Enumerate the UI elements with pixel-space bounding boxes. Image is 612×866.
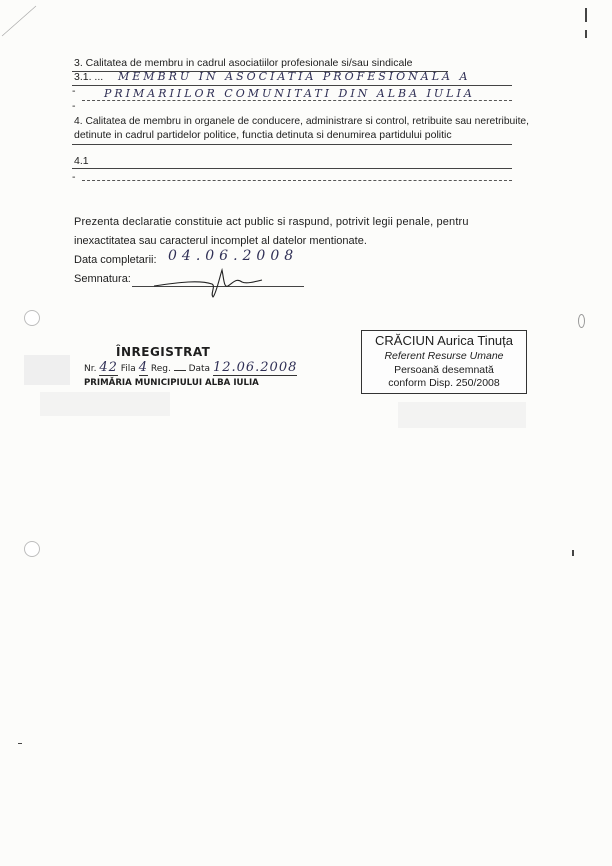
handwritten-membership-line1: MEMBRU IN ASOCIATIA PROFESIONALA A (118, 70, 471, 83)
corner-scratch (0, 0, 50, 40)
stamp-role: Referent Resurse Umane (384, 350, 504, 362)
handwritten-membership-line2: PRIMARIILOR COMUNITATI DIN ALBA IULIA (104, 87, 475, 100)
edge-mark (578, 314, 585, 328)
section-4-1-label: 4.1 (74, 155, 89, 167)
stamp-disposition: conform Disp. 250/2008 (388, 377, 500, 389)
edge-mark (18, 743, 22, 744)
stamp-name: CRĂCIUN Aurica Tinuța (375, 333, 513, 348)
fila-value: 4 (138, 360, 148, 375)
rule (72, 168, 512, 169)
section-3-1-label: 3.1. ... (74, 71, 104, 83)
dash-marker: - (72, 100, 76, 112)
punch-hole (24, 310, 40, 326)
section-3-heading: 3. Calitatea de membru in cadrul asociatiilor profesionale si/sau sindicale (74, 57, 413, 69)
official-stamp (361, 330, 527, 394)
stamp-designation: Persoană desemnată (394, 364, 494, 376)
signature-label: Semnatura: (74, 273, 131, 285)
dash-marker: - (72, 85, 76, 97)
reg-label: Reg. (150, 364, 171, 374)
handwritten-signature (150, 264, 270, 300)
nr-value: 42 (99, 360, 118, 375)
edge-mark-top-2 (585, 30, 587, 38)
dash-marker: - (72, 171, 76, 183)
registration-institution: PRIMĂRIA MUNICIPIULUI ALBA IULIA (84, 378, 259, 388)
fila-label: Fila (120, 364, 136, 374)
section-4-heading-line2: detinute in cadrul partidelor politice, functia detinuta si denumirea partidului politic (74, 129, 452, 141)
data-label: Data (188, 364, 211, 374)
reg-value-blank (174, 370, 186, 371)
section-4-heading-line1: 4. Calitatea de membru in organele de conducere, administrare si control, retribuite sau neretribuite, (74, 116, 530, 127)
declaration-line1: Prezenta declaratie constituie act public si raspund, potrivit legii penale, pentru (74, 216, 469, 228)
nr-label: Nr. (84, 364, 97, 374)
registration-stamp (84, 345, 298, 391)
faded-stamp-impression (40, 392, 170, 416)
edge-mark (572, 550, 574, 556)
declaration-line2: inexactitatea sau caracterul incomplet al datelor mentionate. (74, 235, 367, 247)
date-value: 04.06.2008 (168, 248, 299, 264)
rule (82, 180, 512, 181)
registration-fields (84, 360, 297, 375)
faded-stamp-impression (24, 355, 70, 385)
rule (72, 85, 512, 86)
punch-hole (24, 541, 40, 557)
edge-mark-top (585, 8, 587, 22)
faded-stamp-impression (398, 402, 526, 428)
rule (82, 100, 512, 101)
rule (72, 144, 512, 145)
registration-date: 12.06.2008 (212, 360, 298, 375)
registration-title: ÎNREGISTRAT (116, 345, 211, 359)
date-label: Data completarii: (74, 254, 157, 266)
